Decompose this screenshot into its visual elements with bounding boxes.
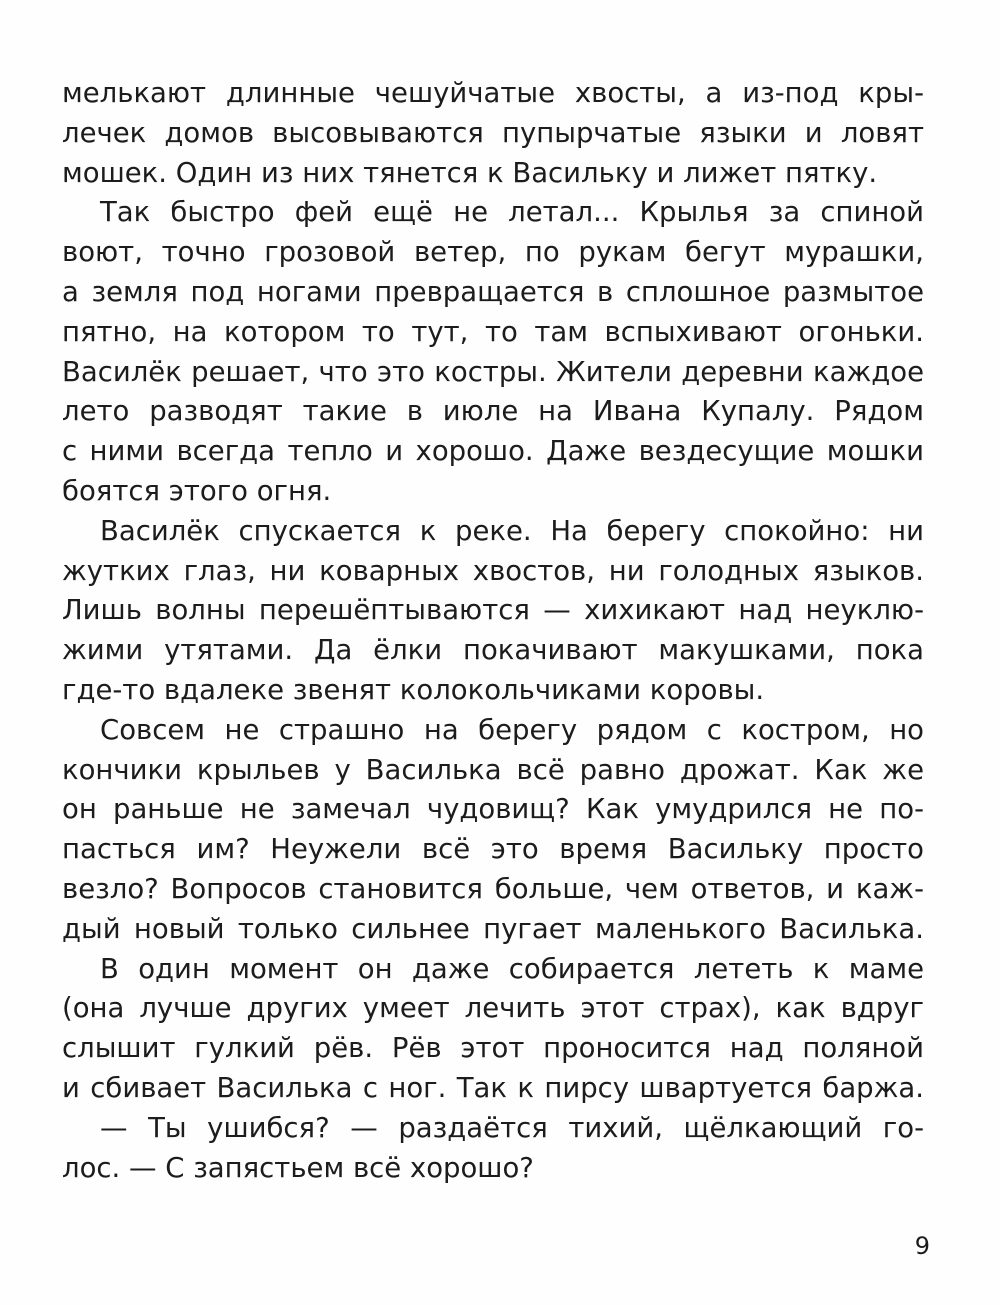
text-line: пасться им? Неужели всё это время Васильку просто <box>62 833 924 866</box>
paragraph-2 <box>62 193 924 511</box>
text-line: а земля под ногами превращается в сплошное размытое <box>62 275 924 308</box>
text-line: лос. — С запястьем всё хорошо? <box>62 1151 534 1184</box>
text-line: пятно, на котором то тут, то там вспыхивают огоньки. <box>62 315 924 348</box>
text-line: кончики крыльев у Василька всё равно дрожат. Как же <box>62 753 924 786</box>
text-line: с ними всегда тепло и хорошо. Даже вездесущие мошки <box>62 435 924 468</box>
text-line: боятся этого огня. <box>62 474 332 507</box>
text-line: Василёк решает, что это костры. Жители деревни каждое <box>62 355 924 388</box>
text-line: он раньше не замечал чудовищ? Как умудрился не по- <box>62 793 924 826</box>
text-line: и сбивает Василька с ног. Так к пирсу швартуется баржа. <box>62 1071 924 1104</box>
paragraph-6-dialogue <box>62 1109 924 1189</box>
text-line: дый новый только сильнее пугает маленького Василька. <box>62 912 924 945</box>
text-line: лечек домов высовываются пупырчатые языки и ловят <box>62 116 924 149</box>
text-line: Совсем не страшно на берегу рядом с костром, но <box>100 713 924 746</box>
body-text <box>62 74 924 1188</box>
text-line: слышит гулкий рёв. Рёв этот проносится над поляной <box>62 1032 924 1065</box>
text-line: В один момент он даже собирается лететь к маме <box>100 952 924 985</box>
page-number: 9 <box>914 1232 930 1260</box>
text-line: Василёк спускается к реке. На берегу спокойно: ни <box>100 514 924 547</box>
paragraph-1 <box>62 74 924 193</box>
text-line: Так быстро фей ещё не летал... Крылья за спиной <box>100 196 924 229</box>
text-line: — Ты ушибся? — раздаётся тихий, щёлкающий го- <box>100 1111 924 1144</box>
text-line: воют, точно грозовой ветер, по рукам бегут мурашки, <box>62 236 924 269</box>
text-line: Лишь волны перешёптываются — хихикают над неуклю- <box>62 594 924 627</box>
text-line: везло? Вопросов становится больше, чем ответов, и каж- <box>62 872 924 905</box>
paragraph-5 <box>62 950 924 1109</box>
paragraph-4 <box>62 711 924 950</box>
text-line: (она лучше других умеет лечить этот страх), как вдруг <box>62 992 924 1025</box>
text-line: мелькают длинные чешуйчатые хвосты, а из-под кры- <box>62 77 924 109</box>
text-line: жутких глаз, ни коварных хвостов, ни голодных языков. <box>62 554 924 587</box>
text-line: жими утятами. Да ёлки покачивают макушками, пока <box>62 634 924 667</box>
text-line: где-то вдалеке звенят колокольчиками коровы. <box>62 673 765 706</box>
text-line: лето разводят такие в июле на Ивана Купалу. Рядом <box>62 395 924 428</box>
text-line: мошек. Один из них тянется к Васильку и лижет пятку. <box>62 156 878 189</box>
paragraph-3 <box>62 512 924 711</box>
